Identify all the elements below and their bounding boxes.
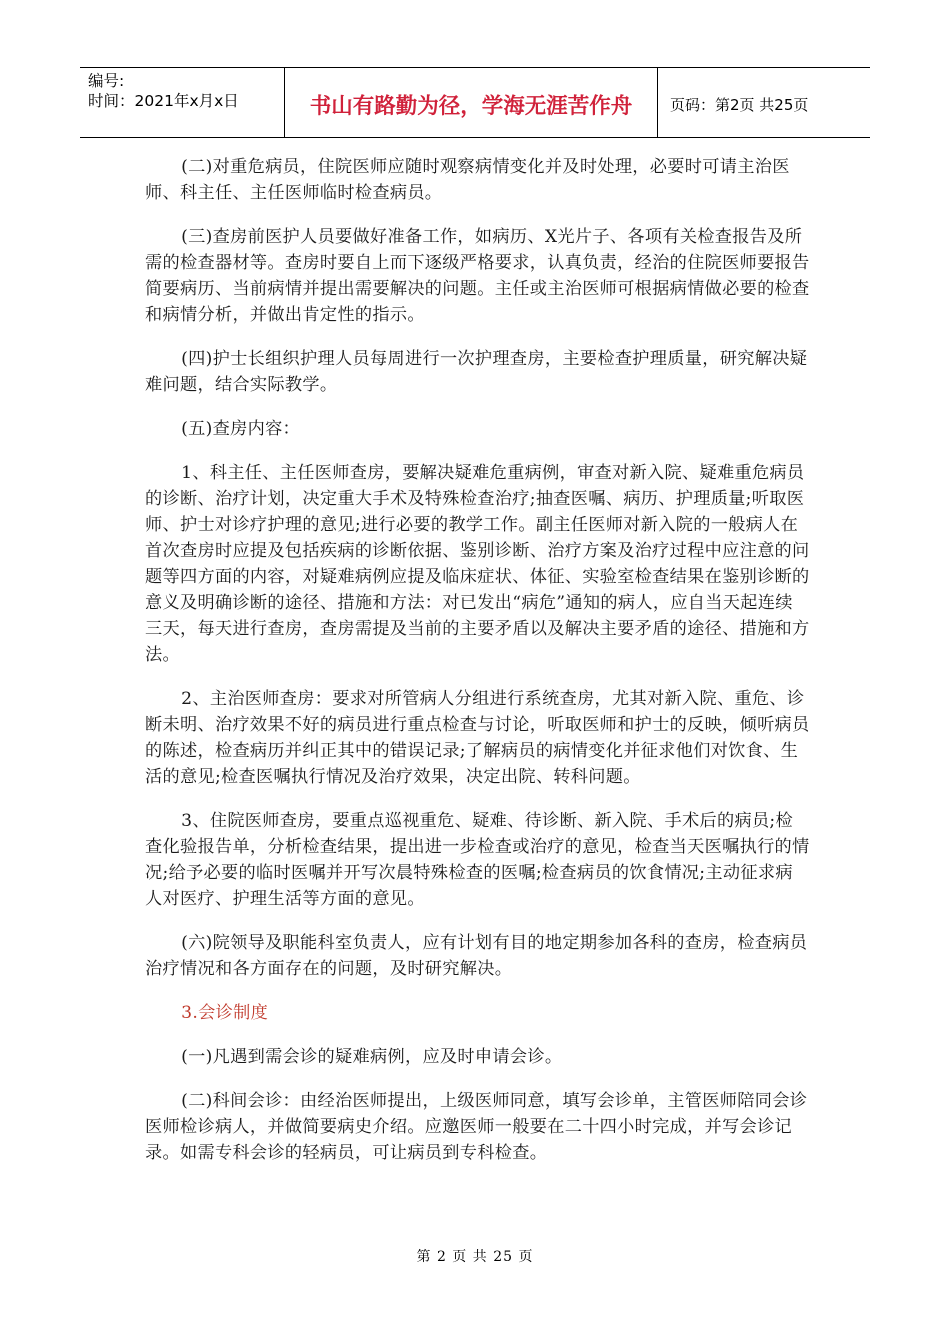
paragraph: (二)对重危病员，住院医师应随时观察病情变化并及时处理，必要时可请主治医师、科主任、主任医师临时检查病员。 xyxy=(145,157,790,203)
header-motto: 书山有路勤为径，学海无涯苦作舟 xyxy=(285,68,658,137)
paragraph: (三)查房前医护人员要做好准备工作，如病历、X光片子、各项有关检查报告及所需的检查器材等。查房时要自上而下逐级严格要求，认真负责，经治的住院医师要报告简要病历、当前病情并提出需要解决的问题。主任或主治医师可根据病情做必要的检查和病情分析，并做出肯定性的指示。 xyxy=(145,227,810,325)
paragraph: (四)护士长组织护理人员每周进行一次护理查房，主要检查护理质量，研究解决疑难问题，结合实际教学。 xyxy=(145,349,808,395)
paragraph: (一)凡遇到需会诊的疑难病例，应及时申请会诊。 xyxy=(181,1047,563,1067)
page-footer: 第 2 页 共 25 页 xyxy=(416,1249,534,1265)
section-heading: 3.会诊制度 xyxy=(181,1003,269,1023)
page-header xyxy=(80,67,870,138)
paragraph: (二)科间会诊：由经治医师提出，上级医师同意，填写会诊单，主管医师陪同会诊医师检诊病人，并做简要病史介绍。应邀医师一般要在二十四小时完成，并写会诊记录。如需专科会诊的轻病员，可让病员到专科检查。 xyxy=(145,1091,808,1163)
header-page-info: 页码：第2页 共25页 xyxy=(670,96,809,114)
document-body xyxy=(145,154,810,1184)
paragraph: (五)查房内容： xyxy=(181,419,301,439)
paragraph: 2、主治医师查房：要求对所管病人分组进行系统查房，尤其对新入院、重危、诊断未明、治疗效果不好的病员进行重点检查与讨论，听取医师和护士的反映，倾听病员的陈述，检查病历并纠正其中的错误记录;了解病员的病情变化并征求他们对饮食、生活的意见;检查医嘱执行情况及治疗效果，决定出院、转科问题。 xyxy=(145,689,810,787)
paragraph: (六)院领导及职能科室负责人，应有计划有目的地定期参加各科的查房，检查病员治疗情况和各方面存在的问题，及时研究解决。 xyxy=(145,933,808,979)
paragraph: 1、科主任、主任医师查房，要解决疑难危重病例，审查对新入院、疑难重危病员的诊断、治疗计划，决定重大手术及特殊检查治疗;抽查医嘱、病历、护理质量;听取医师、护士对诊疗护理的意见;进行必要的教学工作。副主任医师对新入院的一般病人在首次查房时应提及包括疾病的诊断依据、鉴别诊断、治疗方案及治疗过程中应注意的问题等四方面的内容，对疑难病例应提及临床症状、体征、实验室检查结果在鉴别诊断的意义及明确诊断的途径、措施和方法：对已发出“病危”通知的病人，应自当天起连续三天，每天进行查房，查房需提及当前的主要矛盾以及解决主要矛盾的途径、措施和方法。 xyxy=(145,463,810,665)
document-date: 时间：2021年x月x日 xyxy=(88,92,239,110)
paragraph: 3、住院医师查房，要重点巡视重危、疑难、待诊断、新入院、手术后的病员;检查化验报告单，分析检查结果，提出进一步检查或治疗的意见，检查当天医嘱执行的情况;给予必要的临时医嘱并开写次晨特殊检查的医嘱;检查病员的饮食情况;主动征求病人对医疗、护理生活等方面的意见。 xyxy=(145,811,810,909)
header-meta xyxy=(80,68,285,137)
document-number-label: 编号: xyxy=(88,72,125,90)
